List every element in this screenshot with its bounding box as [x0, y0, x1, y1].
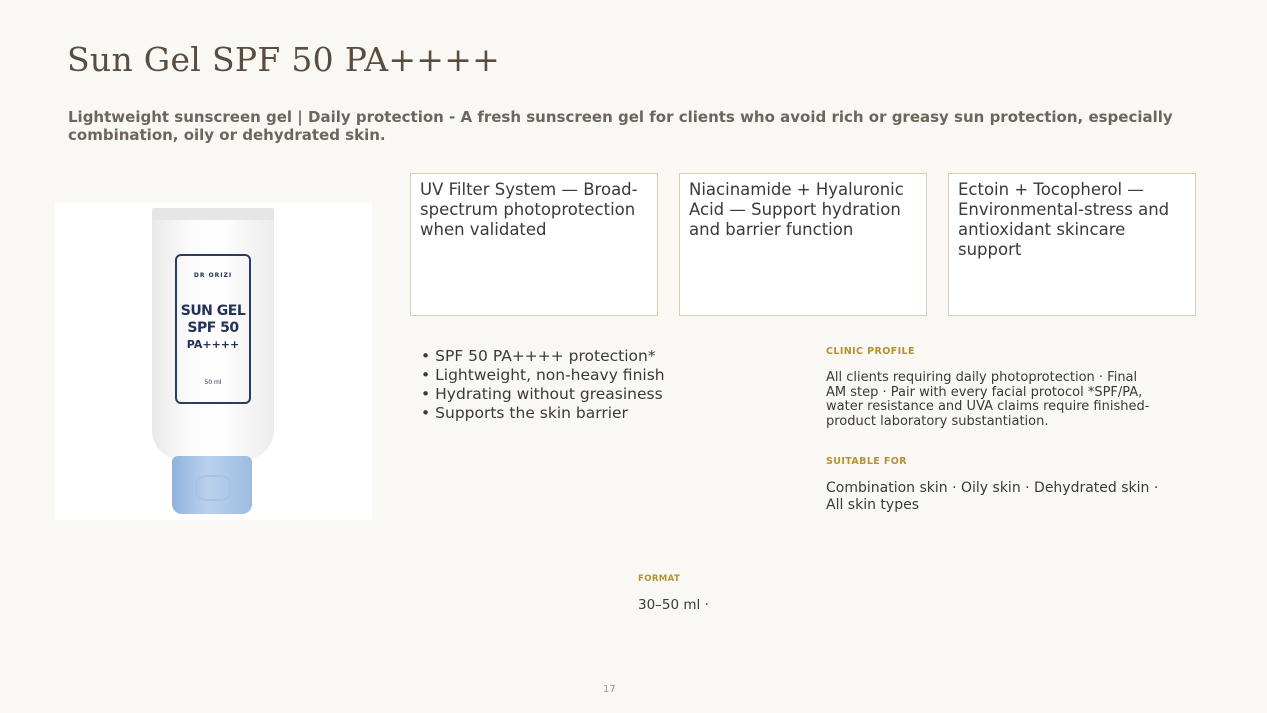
page-title: Sun Gel SPF 50 PA++++	[67, 40, 501, 79]
tube-label	[175, 254, 251, 404]
tube-volume: 50 ml	[204, 379, 222, 386]
format-label: FORMAT	[638, 574, 681, 584]
ingredient-card: UV Filter System — Broad-spectrum photoprotection when validated	[410, 173, 658, 316]
ingredient-card: Ectoin + Tocopherol — Environmental-stress and antioxidant skincare support	[948, 173, 1196, 316]
suitable-for-text: Combination skin · Oily skin · Dehydrated skin · All skin types	[826, 480, 1159, 513]
benefit-item: • Hydrating without greasiness	[421, 385, 665, 404]
benefit-item: • Supports the skin barrier	[421, 404, 665, 423]
benefit-item: • SPF 50 PA++++ protection*	[421, 347, 665, 366]
clinic-profile-text: All clients requiring daily photoprotection · Final AM step · Pair with every facial protocol *SPF/PA, water resistance and UVA claims require finished-product laboratory substantiation.	[826, 370, 1150, 429]
benefits-list	[421, 347, 665, 423]
page-number: 17	[603, 684, 616, 695]
page-subtitle: Lightweight sunscreen gel | Daily protection - A fresh sunscreen gel for clients who avoid rich or greasy sun protection, especially combination, oily or dehydrated skin.	[68, 108, 1173, 144]
suitable-for-label: SUITABLE FOR	[826, 456, 907, 467]
format-text: 30–50 ml ·	[638, 597, 709, 613]
benefit-item: • Lightweight, non-heavy finish	[421, 366, 665, 385]
product-image	[55, 202, 372, 520]
ingredient-card: Niacinamide + Hyaluronic Acid — Support hydration and barrier function	[679, 173, 927, 316]
tube-pa-rating: PA++++	[186, 338, 240, 351]
tube-name-line2: SPF 50	[187, 320, 239, 336]
tube-cap-detail	[195, 475, 231, 501]
tube-name-line1: SUN GEL	[180, 303, 246, 319]
tube-brand: DR ORIZI	[193, 272, 233, 279]
clinic-profile-label: CLINIC PROFILE	[826, 346, 915, 357]
